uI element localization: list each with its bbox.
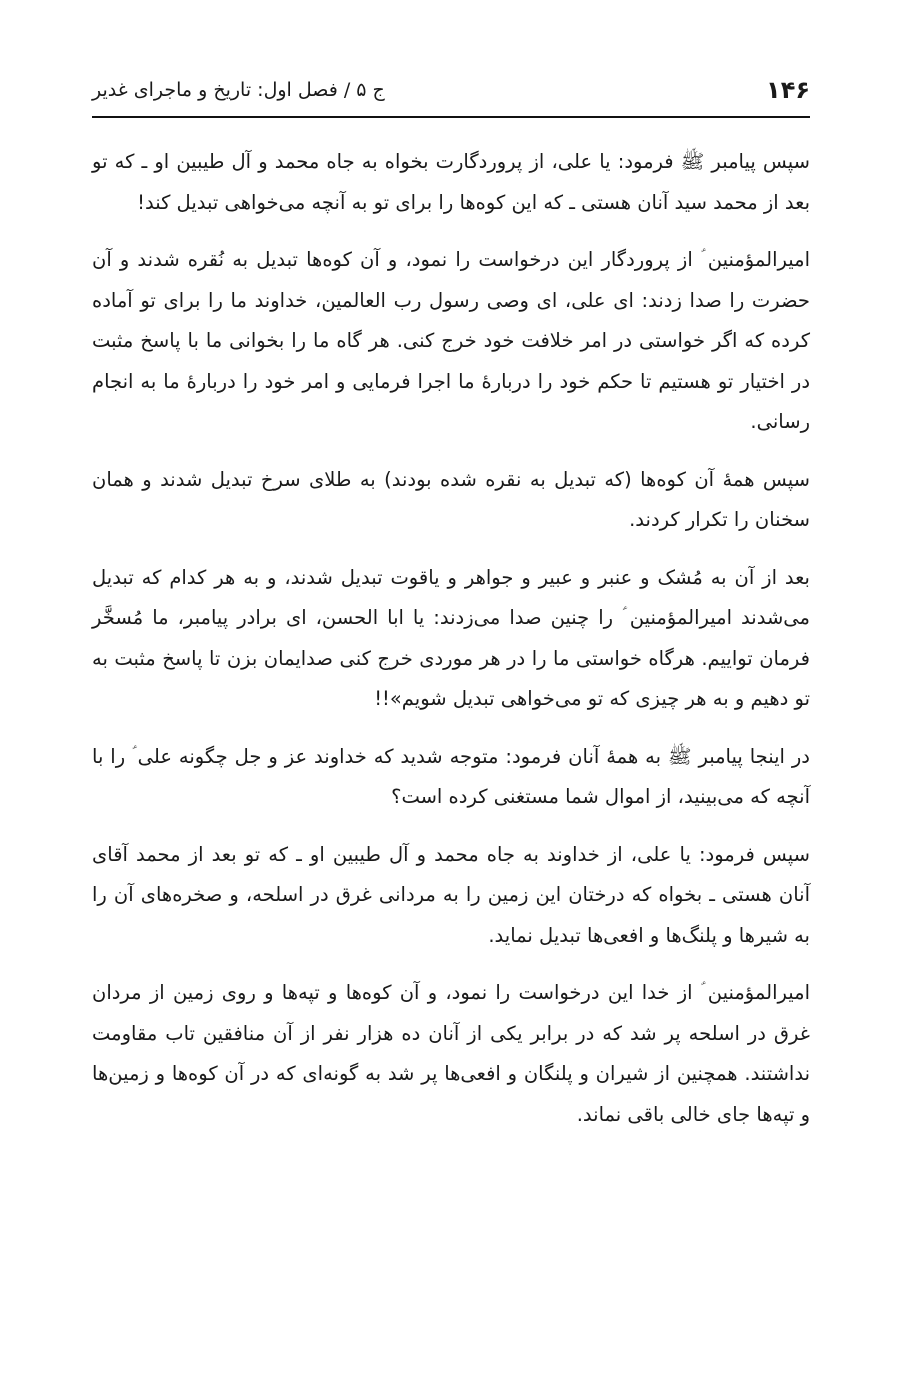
- paragraph: در اینجا پیامبر ﷺ به همهٔ آنان فرمود: متوجه شدید که خداوند عز و جل چگونه علی ؑ را با آنچه که می‌بینید، از اموال شما مستغنی کرده است؟: [92, 744, 810, 808]
- paragraph: سپس همهٔ آن کوه‌ها (که تبدیل به نقره شده بودند) به طلای سرخ تبدیل شدند و همان سخنان را تکرار کردند.: [92, 467, 810, 531]
- book-page: [92, 0, 810, 1390]
- paragraph: امیرالمؤمنین ؑ از پروردگار این درخواست را نمود، و آن کوه‌ها تبدیل به نُقره شدند و آن حضرت را صدا زدند: ای علی، ای وصی رسول رب العالمین، خداوند ما را برای تو آماده کرده که اگر خواستی در امر خلافت خود خرج کنی. هر گاه ما را بخوانی ما با پاسخ مثبت در اختیار تو هستیم تا حکم خود را دربارهٔ ما اجرا فرمایی و امر خود را دربارهٔ ما به انجام رسانی.: [92, 248, 810, 433]
- page-header: [92, 70, 810, 110]
- page-body: [92, 142, 810, 1152]
- paragraph: بعد از آن به مُشک و عنبر و عبیر و جواهر و یاقوت تبدیل شدند، و به هر کدام که تبدیل می‌شدند امیرالمؤمنین ؑ را چنین صدا می‌زدند: یا ابا الحسن، ای برادر پیامبر، ما مُسخَّر فرمان تواییم. هرگاه خواستی ما را در هر موردی خرج کنی صدایمان بزن تا پاسخ مثبت به تو دهیم و به هر چیزی که تو می‌خواهی تبدیل شویم»!!: [92, 565, 810, 710]
- page-number: ۱۴۶: [766, 76, 810, 104]
- paragraph: سپس پیامبر ﷺ فرمود: یا علی، از پروردگارت بخواه به جاه محمد و آل طیبین او ـ که تو بعد از محمد سید آنان هستی ـ که این کوه‌ها را برای تو به آنچه می‌خواهی تبدیل کند!: [92, 150, 810, 214]
- running-head: ج ۵ / فصل اول: تاریخ و ماجرای غدیر: [92, 79, 385, 101]
- header-rule: [92, 116, 810, 118]
- paragraph: سپس فرمود: یا علی، از خداوند به جاه محمد و آل طیبین او ـ که تو بعد از محمد آقای آنان هستی ـ بخواه که درختان این زمین را به مردانی غرق در اسلحه، و صخره‌های آن را به شیرها و پلنگ‌ها و افعی‌ها تبدیل نماید.: [92, 842, 810, 947]
- paragraph: امیرالمؤمنین ؑ از خدا این درخواست را نمود، و آن کوه‌ها و تپه‌ها و روی زمین از مردان غرق در اسلحه پر شد که در برابر یکی از آنان ده هزار نفر از آن منافقین تاب مقاومت نداشتند. همچنین از شیران و پلنگان و افعی‌ها پر شد به گونه‌ای که در آن کوه‌ها و زمین‌ها و تپه‌ها جای خالی باقی نماند.: [92, 981, 810, 1126]
